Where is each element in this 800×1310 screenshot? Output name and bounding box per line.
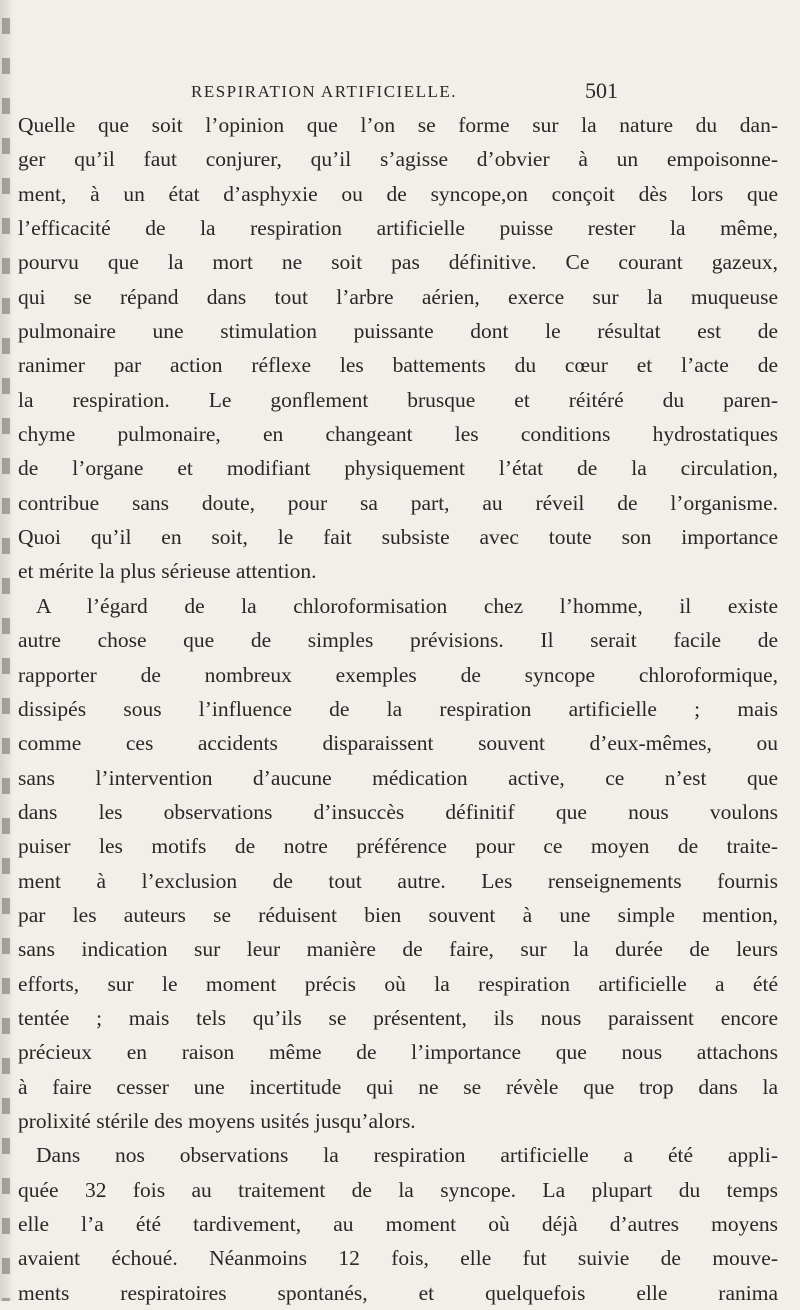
text-line: et mérite la plus sérieuse attention. bbox=[18, 559, 317, 584]
text-line: contribue sans doute, pour sa part, au réveil de l’organisme. bbox=[18, 490, 778, 515]
text-line: Quoi qu’il en soit, le fait subsiste avec toute son importance bbox=[18, 525, 778, 550]
binding-stitch-marks bbox=[2, 0, 10, 1301]
text-line: pourvu que la mort ne soit pas définitive. Ce courant gazeux, bbox=[18, 250, 778, 275]
text-line: qui se répand dans tout l’arbre aérien, exerce sur la muqueuse bbox=[18, 284, 778, 309]
text-line: précieux en raison même de l’importance que nous attachons bbox=[18, 1040, 778, 1065]
text-line: rapporter de nombreux exemples de syncope chloroformique, bbox=[18, 662, 778, 687]
text-line: Quelle que soit l’opinion que l’on se forme sur la nature du dan- bbox=[18, 113, 778, 137]
text-line: ranimer par action réflexe les battements du cœur et l’acte de bbox=[18, 353, 778, 378]
text-line: sans indication sur leur manière de faire, sur la durée de leurs bbox=[18, 937, 778, 962]
text-line: A l’égard de la chloroformisation chez l’homme, il existe bbox=[36, 593, 778, 618]
text-line: de l’organe et modifiant physiquement l’état de la circulation, bbox=[18, 456, 778, 481]
page-number: 501 bbox=[585, 78, 618, 103]
text-line: dans les observations d’insuccès définitif que nous voulons bbox=[18, 799, 778, 824]
text-line: avaient échoué. Néanmoins 12 fois, elle fut suivie de mouve- bbox=[18, 1246, 778, 1271]
text-line: à faire cesser une incertitude qui ne se révèle que trop dans la bbox=[18, 1074, 778, 1099]
text-line: puiser les motifs de notre préférence pour ce moyen de traite- bbox=[18, 834, 778, 859]
text-line: sans l’intervention d’aucune médication active, ce n’est que bbox=[18, 765, 778, 790]
text-line: dissipés sous l’influence de la respiration artificielle ; mais bbox=[18, 696, 778, 721]
body-text bbox=[18, 108, 778, 1310]
text-line: tentée ; mais tels qu’ils se présentent, ils nous paraissent encore bbox=[18, 1005, 778, 1030]
text-line: elle l’a été tardivement, au moment où déjà d’autres moyens bbox=[18, 1212, 778, 1236]
text-line: prolixité stérile des moyens usités jusqu’alors. bbox=[18, 1108, 416, 1133]
text-line: pulmonaire une stimulation puissante dont le résultat est de bbox=[18, 319, 778, 344]
running-header bbox=[0, 72, 800, 112]
text-line: autre chose que de simples prévisions. Il serait facile de bbox=[18, 628, 778, 653]
text-line: quée 32 fois au traitement de la syncope. La plupart du temps bbox=[18, 1177, 778, 1202]
text-line: ment à l’exclusion de tout autre. Les renseignements fournis bbox=[18, 868, 778, 893]
text-line: Dans nos observations la respiration artificielle a été appli- bbox=[36, 1143, 778, 1168]
text-line: efforts, sur le moment précis où la respiration artificielle a été bbox=[18, 971, 778, 996]
running-title: RESPIRATION ARTIFICIELLE. bbox=[191, 82, 457, 101]
text-line: l’efficacité de la respiration artificielle puisse rester la même, bbox=[18, 216, 778, 241]
text-line: ment, à un état d’asphyxie ou de syncope,on conçoit dès lors que bbox=[18, 181, 778, 206]
text-line: ger qu’il faut conjurer, qu’il s’agisse d’obvier à un empoisonne- bbox=[18, 147, 778, 172]
text-line: chyme pulmonaire, en changeant les conditions hydrostatiques bbox=[18, 422, 778, 447]
text-line: par les auteurs se réduisent bien souvent à une simple mention, bbox=[18, 902, 778, 927]
text-line: comme ces accidents disparaissent souvent d’eux-mêmes, ou bbox=[18, 731, 778, 756]
text-line: ments respiratoires spontanés, et quelquefois elle ranima bbox=[18, 1280, 778, 1305]
text-line: la respiration. Le gonflement brusque et réitéré du paren- bbox=[18, 387, 778, 412]
